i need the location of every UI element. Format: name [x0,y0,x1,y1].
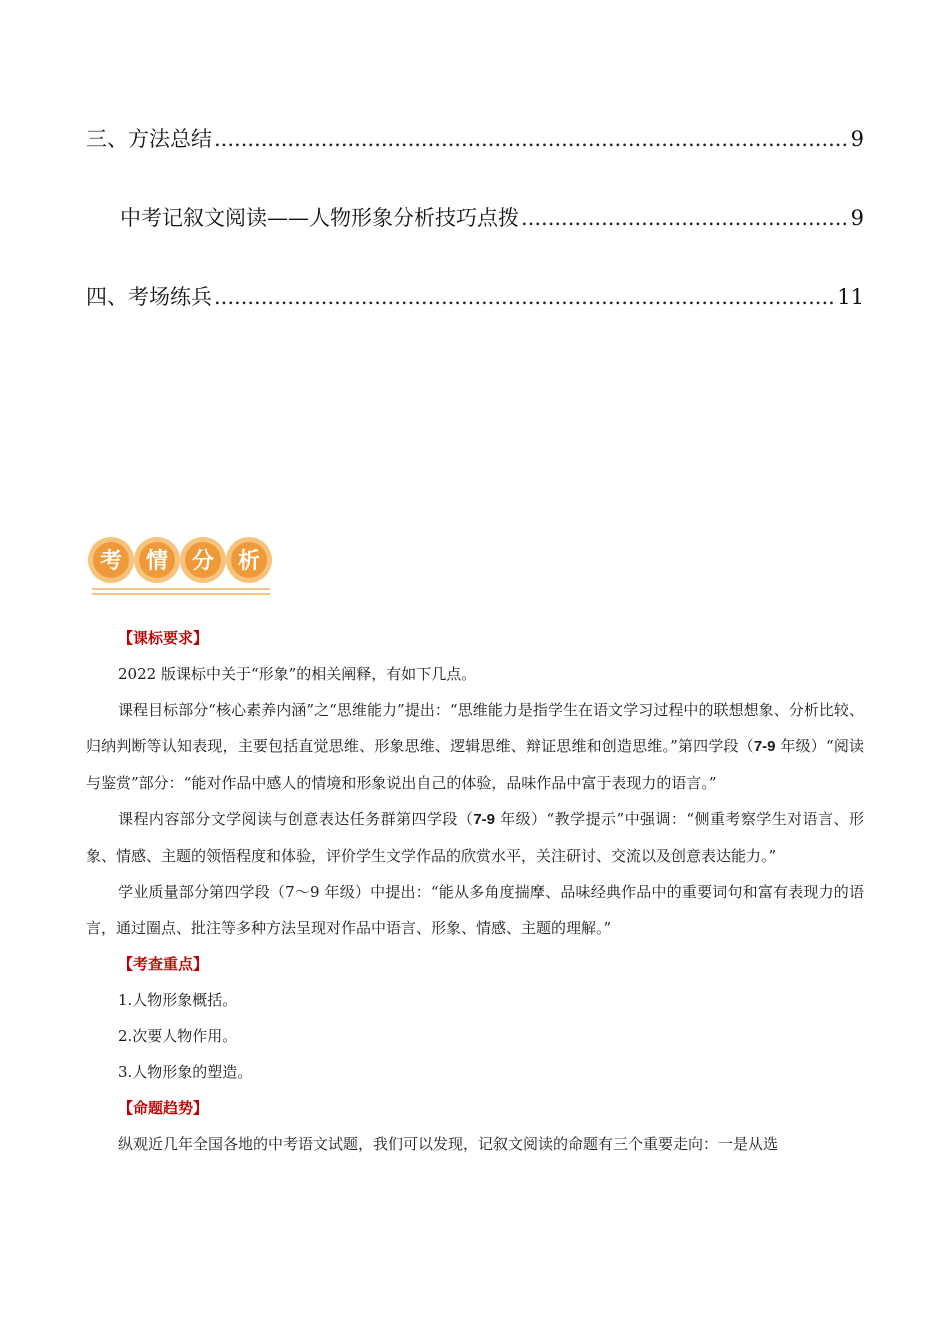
toc-leader-dots [521,203,849,233]
banner-badge [180,537,226,583]
list-item: 3.人物形象的塑造。 [118,1063,253,1081]
toc-leader-dots [214,282,835,312]
toc-leader-dots [214,124,849,154]
paragraph: 课程内容部分文学阅读与创意表达任务群第四学段（7-9 年级）“教学提示”中强调：“侧重考察学生对语言、形象、情感、主题的领悟程度和体验，评价学生文学作品的欣赏水平，关注研讨、交流以及创意表达能力。” [86,810,864,865]
toc-entry-page: 9 [850,206,864,230]
heading-question-trend: 【命题趋势】 [118,1099,209,1117]
toc-entry-page: 9 [850,127,864,151]
heading-exam-focus: 【考查重点】 [118,955,209,973]
list-item: 2.次要人物作用。 [118,1027,238,1045]
heading-curriculum-requirements: 【课标要求】 [118,629,209,647]
exam-analysis-content [86,620,864,1162]
list-item: 1.人物形象概括。 [118,991,238,1009]
banner-badge [226,537,272,583]
banner-char: 析 [237,549,261,574]
toc-entry-title: 中考记叙文阅读——人物形象分析技巧点拨 [120,206,519,230]
toc-entry[interactable] [86,124,864,154]
banner-char: 情 [145,549,169,574]
banner-badge [88,537,134,583]
toc-entry-title: 四、考场练兵 [86,285,212,309]
banner-char: 考 [99,549,123,574]
paragraph: 课程目标部分“核心素养内涵”之“思维能力”提出：“思维能力是指学生在语文学习过程中的联想想象、分析比较、归纳判断等认知表现，主要包括直觉思维、形象思维、逻辑思维、辩证思维和创造思维。”第四学段（7-9 年级）“阅读与鉴赏”部分：“能对作品中感人的情境和形象说出自己的体验，品味作品中富于表现力的语言。” [86,701,864,792]
paragraph: 2022 版课标中关于“形象”的相关阐释，有如下几点。 [118,665,477,683]
toc-entry-title: 三、方法总结 [86,127,212,151]
toc-entry[interactable] [120,203,864,233]
paragraph: 学业质量部分第四学段（7～9 年级）中提出：“能从多角度揣摩、品味经典作品中的重要词句和富有表现力的语言，通过圈点、批注等多种方法呈现对作品中语言、形象、情感、主题的理解。” [86,883,864,937]
toc-entry-page: 11 [837,285,864,309]
section-banner-exam-analysis [88,533,274,597]
banner-badge [134,537,180,583]
toc-entry[interactable] [86,282,864,312]
banner-char: 分 [191,549,215,574]
paragraph: 纵观近几年全国各地的中考语文试题，我们可以发现，记叙文阅读的命题有三个重要走向：一是从选 [118,1135,779,1153]
